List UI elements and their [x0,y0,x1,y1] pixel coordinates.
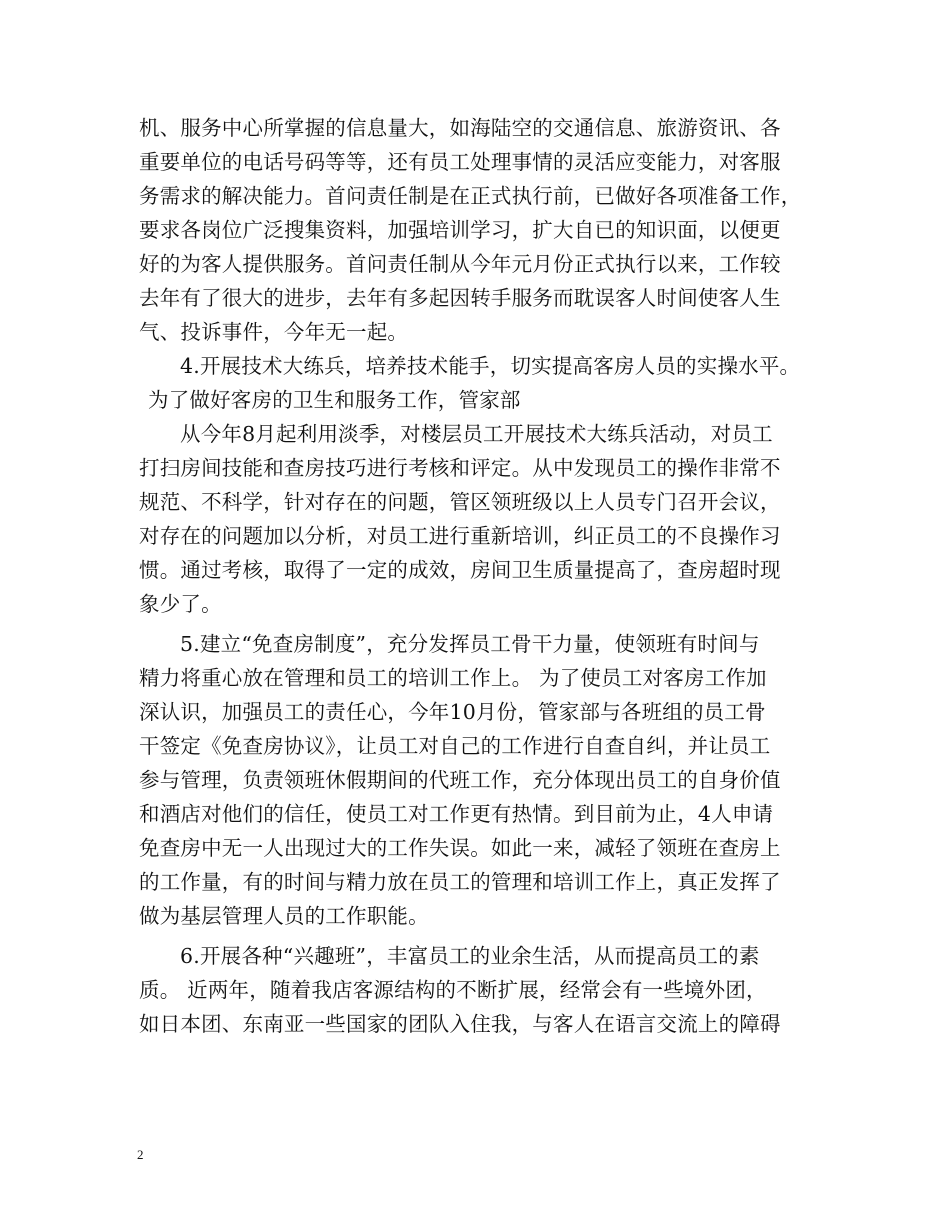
text-line: 对存在的问题加以分析，对员工进行重新培训，纠正员工的不良操作习 [139,524,781,548]
text-line: 为了做好客房的卫生和服务工作，管家部 [148,388,521,412]
text-line: 深认识，加强员工的责任心，今年10月份，管家部与各班组的员工骨 [139,700,766,724]
text-line: 的工作量，有的时间与精力放在员工的管理和培训工作上，真正发挥了 [139,870,781,894]
text-line: 务需求的解决能力。首问责任制是在正式执行前，已做好各项准备工作， [139,184,802,208]
text-line: 做为基层管理人员的工作职能。 [139,904,429,928]
text-line: 好的为客人提供服务。首问责任制从今年元月份正式执行以来，工作较 [139,252,781,276]
text-line: 气、投诉事件，今年无一起。 [139,320,409,344]
page-number: 2 [137,1147,144,1162]
text-line: 精力将重心放在管理和员工的培训工作上。 为了使员工对客房工作加 [139,666,767,690]
text-line: 打扫房间技能和查房技巧进行考核和评定。从中发现员工的操作非常不 [139,456,781,480]
text-line: 重要单位的电话号码等等，还有员工处理事情的灵活应变能力，对客服 [139,150,781,174]
text-line: 如日本团、东南亚一些国家的团队入住我，与客人在语言交流上的障碍 [139,1012,781,1036]
text-line: 和酒店对他们的信任，使员工对工作更有热情。到目前为止，4人申请 [139,802,774,826]
text-line: 免查房中无一人出现过大的工作失误。如此一来，减轻了领班在查房上 [139,836,781,860]
text-line: 机、服务中心所掌握的信息量大，如海陆空的交通信息、旅游资讯、各 [139,116,781,140]
text-line: 质。 近两年，随着我店客源结构的不断扩展，经常会有一些境外团， [139,978,767,1002]
text-line: 去年有了很大的进步，去年有多起因转手服务而耽误客人时间使客人生 [139,286,781,310]
body-text [139,111,829,1041]
text-line: 惯。通过考核，取得了一定的成效，房间卫生质量提高了，查房超时现 [139,558,781,582]
text-line: 参与管理，负责领班休假期间的代班工作，充分体现出员工的自身价值 [139,768,781,792]
section-heading-6: 6.开展各种“兴趣班”，丰富员工的业余生活，从而提高员工的素 [180,944,760,968]
text-line: 要求各岗位广泛搜集资料，加强培训学习，扩大自已的知识面，以便更 [139,218,781,242]
text-line: 规范、不科学，针对存在的问题，管区领班级以上人员专门召开会议， [139,490,781,514]
section-heading-5: 5.建立“免查房制度”，充分发挥员工骨干力量，使领班有时间与 [180,632,760,656]
text-line: 干签定《免查房协议》，让员工对自己的工作进行自查自纠，并让员工 [139,734,771,758]
text-line: 从今年8月起利用淡季，对楼层员工开展技术大练兵活动，对员工 [180,422,773,446]
text-line: 象少了。 [139,592,222,616]
section-heading-4: 4.开展技术大练兵，培养技术能手，切实提高客房人员的实操水平。 [180,354,801,378]
